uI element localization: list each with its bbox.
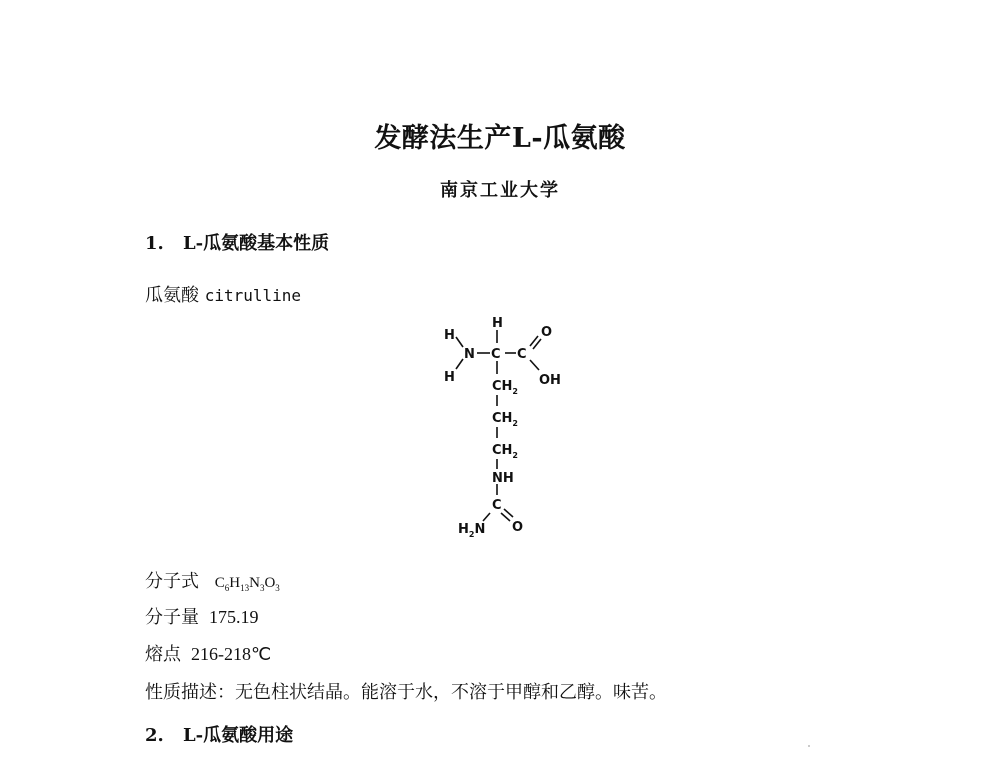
atom-c-carboxyl: C [517,347,527,362]
section-heading-1 [145,229,329,255]
section-title: L-瓜氨酸用途 [183,725,294,746]
author-affiliation: 南京工业大学 [440,180,560,201]
citrulline-structure-diagram [430,312,580,542]
melting-point-line [145,640,271,666]
group-ch2-3: $CH_2$ [492,443,518,460]
compound-name-en: citrulline [204,286,302,305]
atom-c-urea: C [492,498,502,513]
atom-h-alpha: H [492,316,503,331]
mw-value: 175.19 [209,607,259,627]
atom-h-bottom: H [444,370,455,385]
compound-name-cn: 瓜氨酸 [145,285,199,306]
compound-name-line [145,281,301,307]
scan-speck [808,745,810,747]
group-nh: NH [492,471,514,486]
atom-n-amino: N [464,347,475,362]
section-heading-2 [145,721,293,747]
formula-line [145,567,280,593]
group-ch2-1: $CH_2$ [492,379,518,396]
formula-label: 分子式 [145,571,199,592]
group-h2n: $H_2N$ [458,522,486,539]
atom-oh: OH [539,373,561,388]
molecular-weight-line [145,603,259,629]
mp-value: 216-218℃ [191,644,272,664]
atom-o-urea: O [512,520,524,535]
property-description: 性质描述：无色柱状结晶。能溶于水，不溶于甲醇和乙醇。味苦。 [145,682,667,703]
atom-h-top: H [444,328,455,343]
mw-label: 分子量 [145,607,199,628]
document-title: 发酵法生产L-瓜氨酸 [374,123,626,154]
atom-c-alpha: C [491,347,501,362]
atom-o-carbonyl: O [541,325,553,340]
mp-label: 熔点 [145,644,181,665]
molecular-formula: $C_6H_{13}N_3O_3$ [214,575,280,593]
group-ch2-2: $CH_2$ [492,411,518,428]
section-title: L-瓜氨酸基本性质 [183,233,330,254]
section-number: 2. [145,725,164,746]
section-number: 1. [145,233,164,254]
